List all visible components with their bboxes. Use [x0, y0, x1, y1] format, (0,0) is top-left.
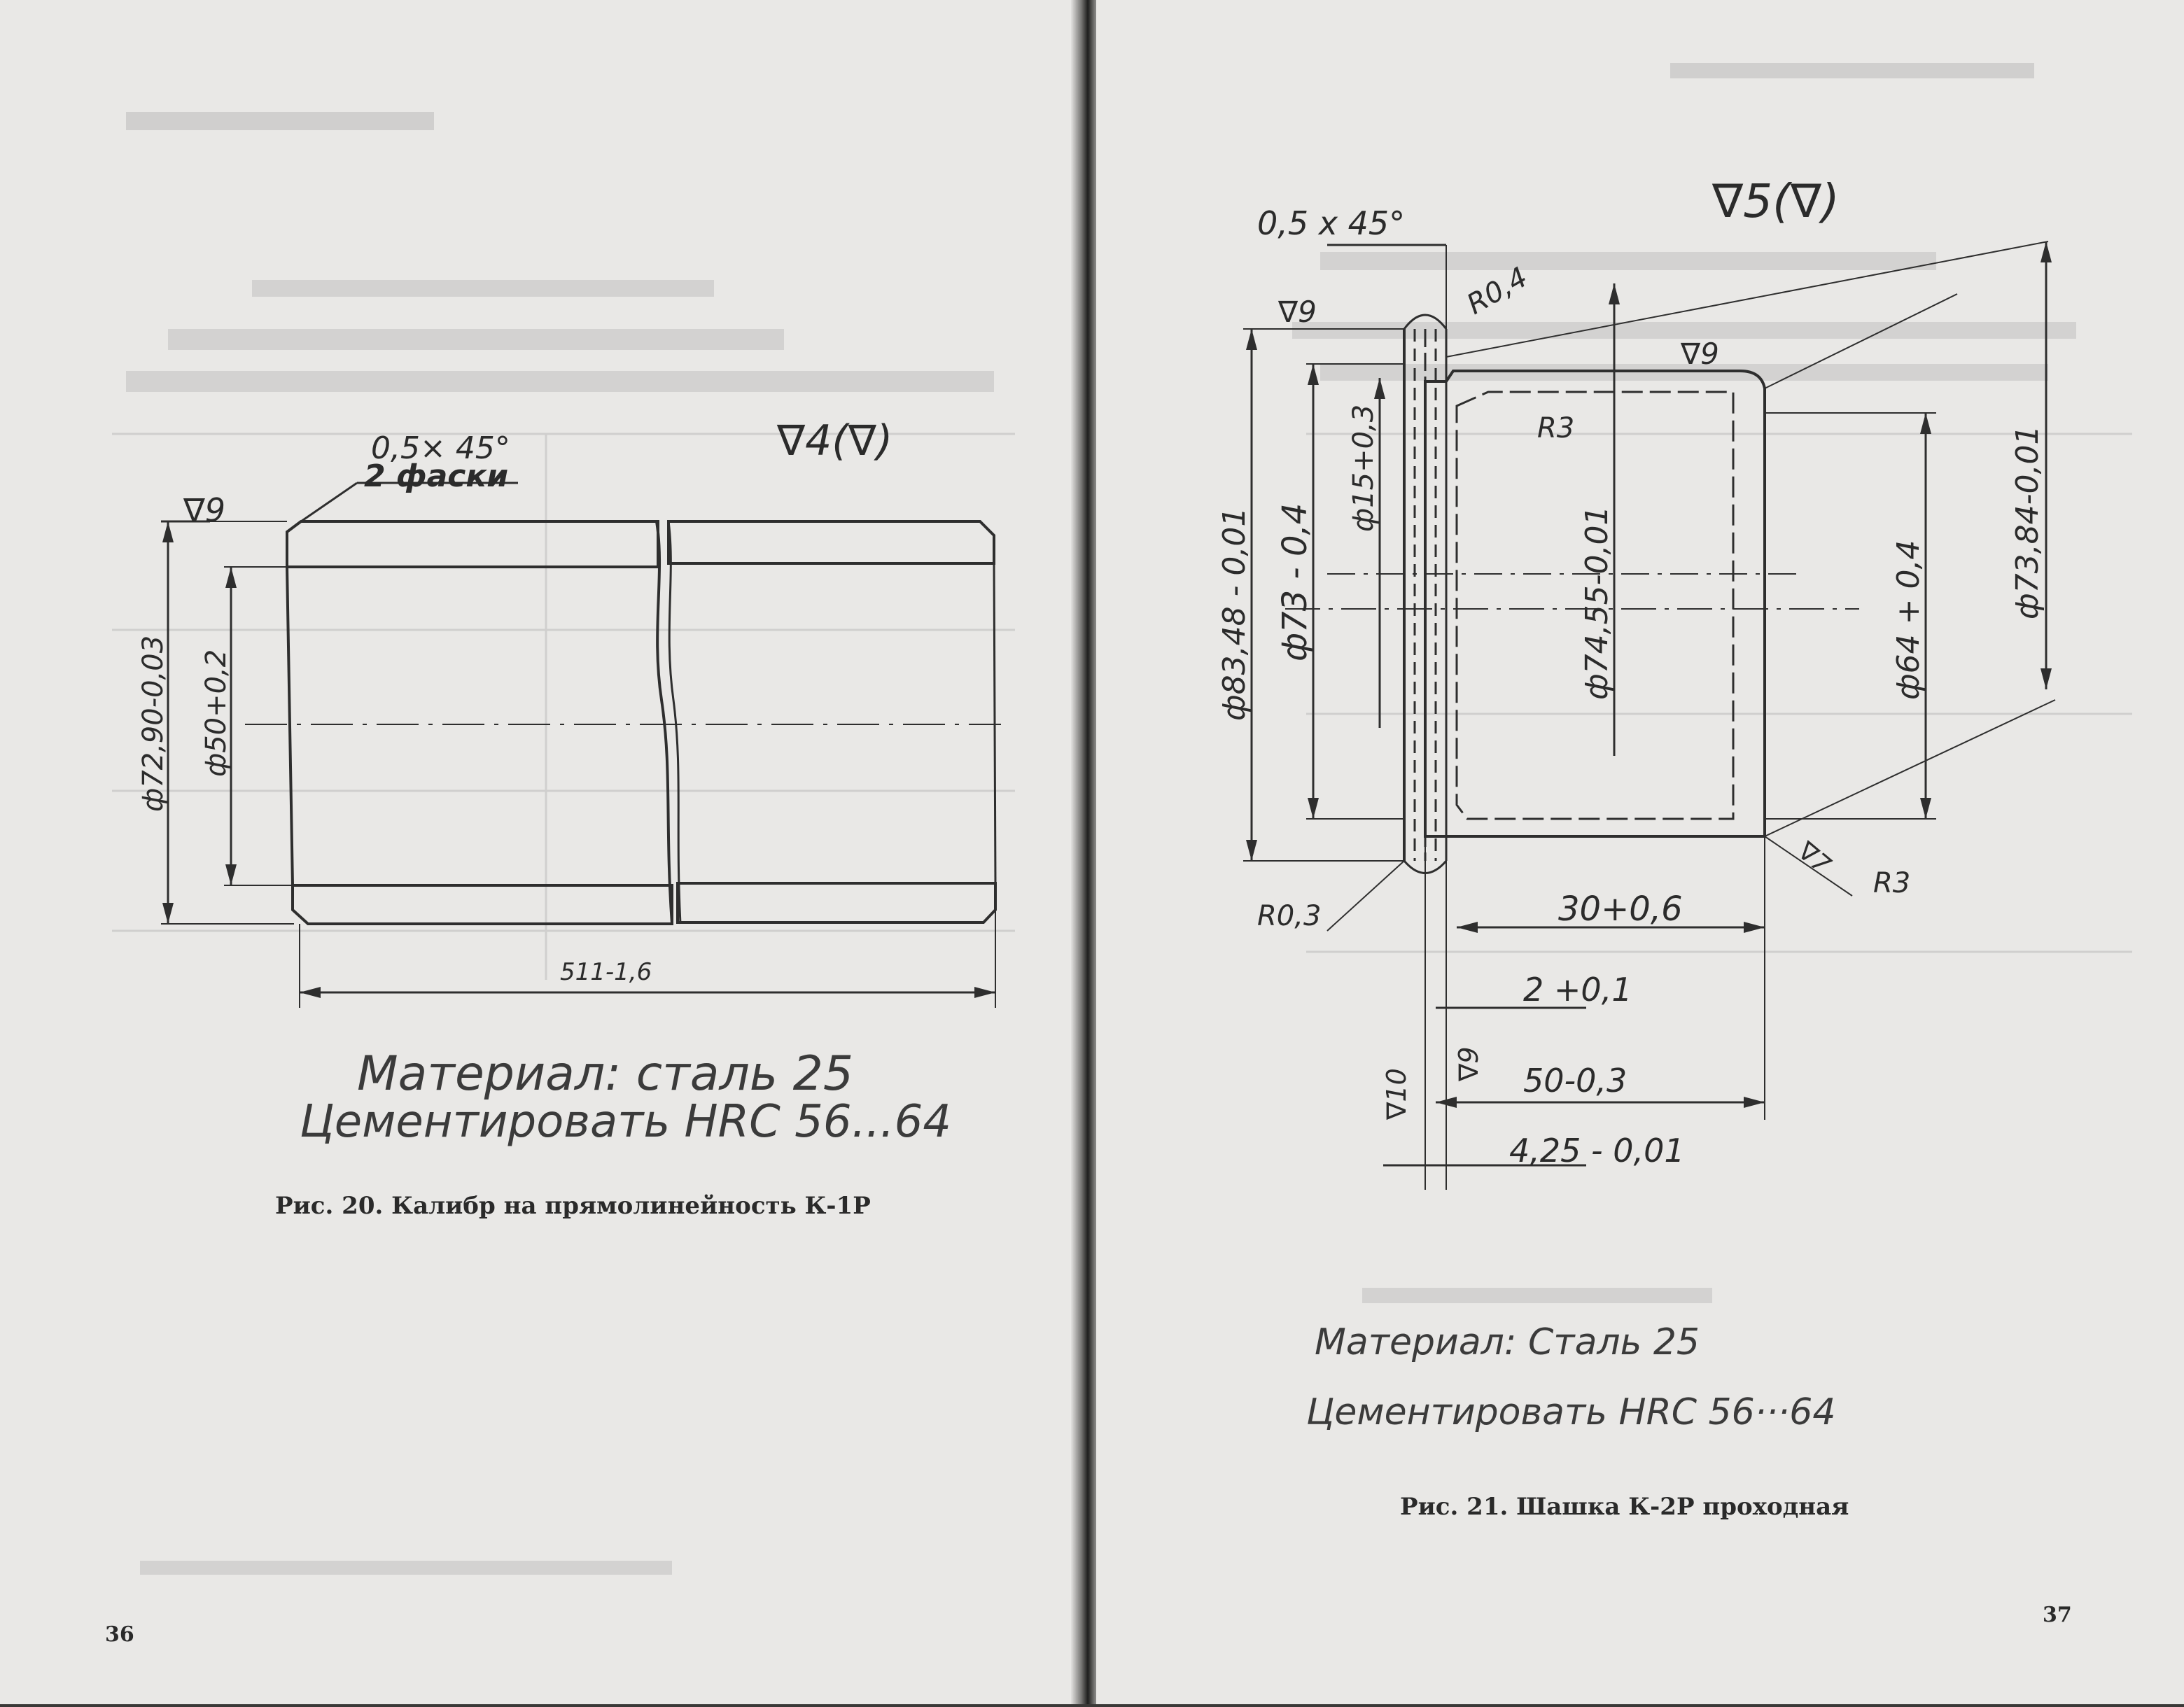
chamfer-label: 0,5 x 45° [1257, 204, 1406, 242]
surface-9a-label: ∇9 [1278, 295, 1317, 329]
page-number: 37 [2043, 1603, 2072, 1627]
material-line-2: Цементировать HRC 56···64 [1306, 1391, 1836, 1433]
diameter-7455-label: ф74,55-0,01 [1579, 505, 1615, 700]
bottom-wall-left [293, 885, 672, 924]
diameter-64-label: ф64 + 0,4 [1891, 540, 1926, 700]
right-page [1096, 0, 2184, 1704]
figure-caption: Рис. 20. Калибр на прямолинейность К-1Р [275, 1192, 871, 1220]
surface-9c-label: ∇9 [1453, 1046, 1484, 1081]
diameter-8348-label: ф83,48 - 0,01 [1217, 507, 1252, 721]
radius-3-top-label: R3 [1537, 412, 1575, 444]
length-425-label: 4,25 - 0,01 [1509, 1132, 1685, 1169]
roughness-label: ∇5(∇) [1712, 174, 1840, 228]
chamfer-label: 0,5× 45° [371, 430, 510, 466]
figure-caption: Рис. 21. Шашка К-2Р проходная [1400, 1493, 1849, 1521]
radius-3-bottom-label: R3 [1873, 867, 1911, 899]
bottom-wall-right [678, 883, 995, 922]
surface-7-label: ∇7 [1792, 836, 1836, 880]
outer-diameter-label: ф72,90-0,03 [137, 635, 169, 812]
diameter-15-label: ф15+0,3 [1348, 404, 1380, 532]
top-wall-left [287, 521, 658, 567]
material-line-2: Цементировать HRC 56...64 [300, 1096, 952, 1148]
radius-03-label: R0,3 [1257, 900, 1322, 932]
diameter-73-label: ф73 - 0,4 [1275, 503, 1315, 661]
surface-9b-label: ∇9 [1681, 337, 1719, 371]
figure-20-drawing [0, 0, 1079, 1704]
material-line-1: Материал: сталь 25 [357, 1046, 854, 1102]
roughness-label: ∇4(∇) [777, 416, 893, 465]
figure-21-drawing [1096, 0, 2184, 1704]
diameter-7384-label: ф73,84-0,01 [2010, 425, 2045, 619]
length-label: 511-1,6 [560, 958, 652, 986]
length-30-label: 30+0,6 [1558, 890, 1683, 929]
length-50-label: 50-0,3 [1523, 1062, 1628, 1100]
material-line-1: Материал: Сталь 25 [1315, 1321, 1700, 1363]
radius-04-label: R0,4 [1462, 261, 1534, 321]
surface-finish-label: ∇9 [183, 491, 226, 529]
length-2-label: 2 +0,1 [1523, 971, 1632, 1009]
surface-10-label: ∇10 [1381, 1068, 1412, 1120]
top-wall-right [668, 521, 994, 563]
page-number: 36 [105, 1622, 134, 1647]
chamfer-count-label: 2 фаски [364, 458, 509, 494]
inner-diameter-label: ф50+0,2 [200, 649, 232, 777]
left-page [0, 0, 1079, 1704]
